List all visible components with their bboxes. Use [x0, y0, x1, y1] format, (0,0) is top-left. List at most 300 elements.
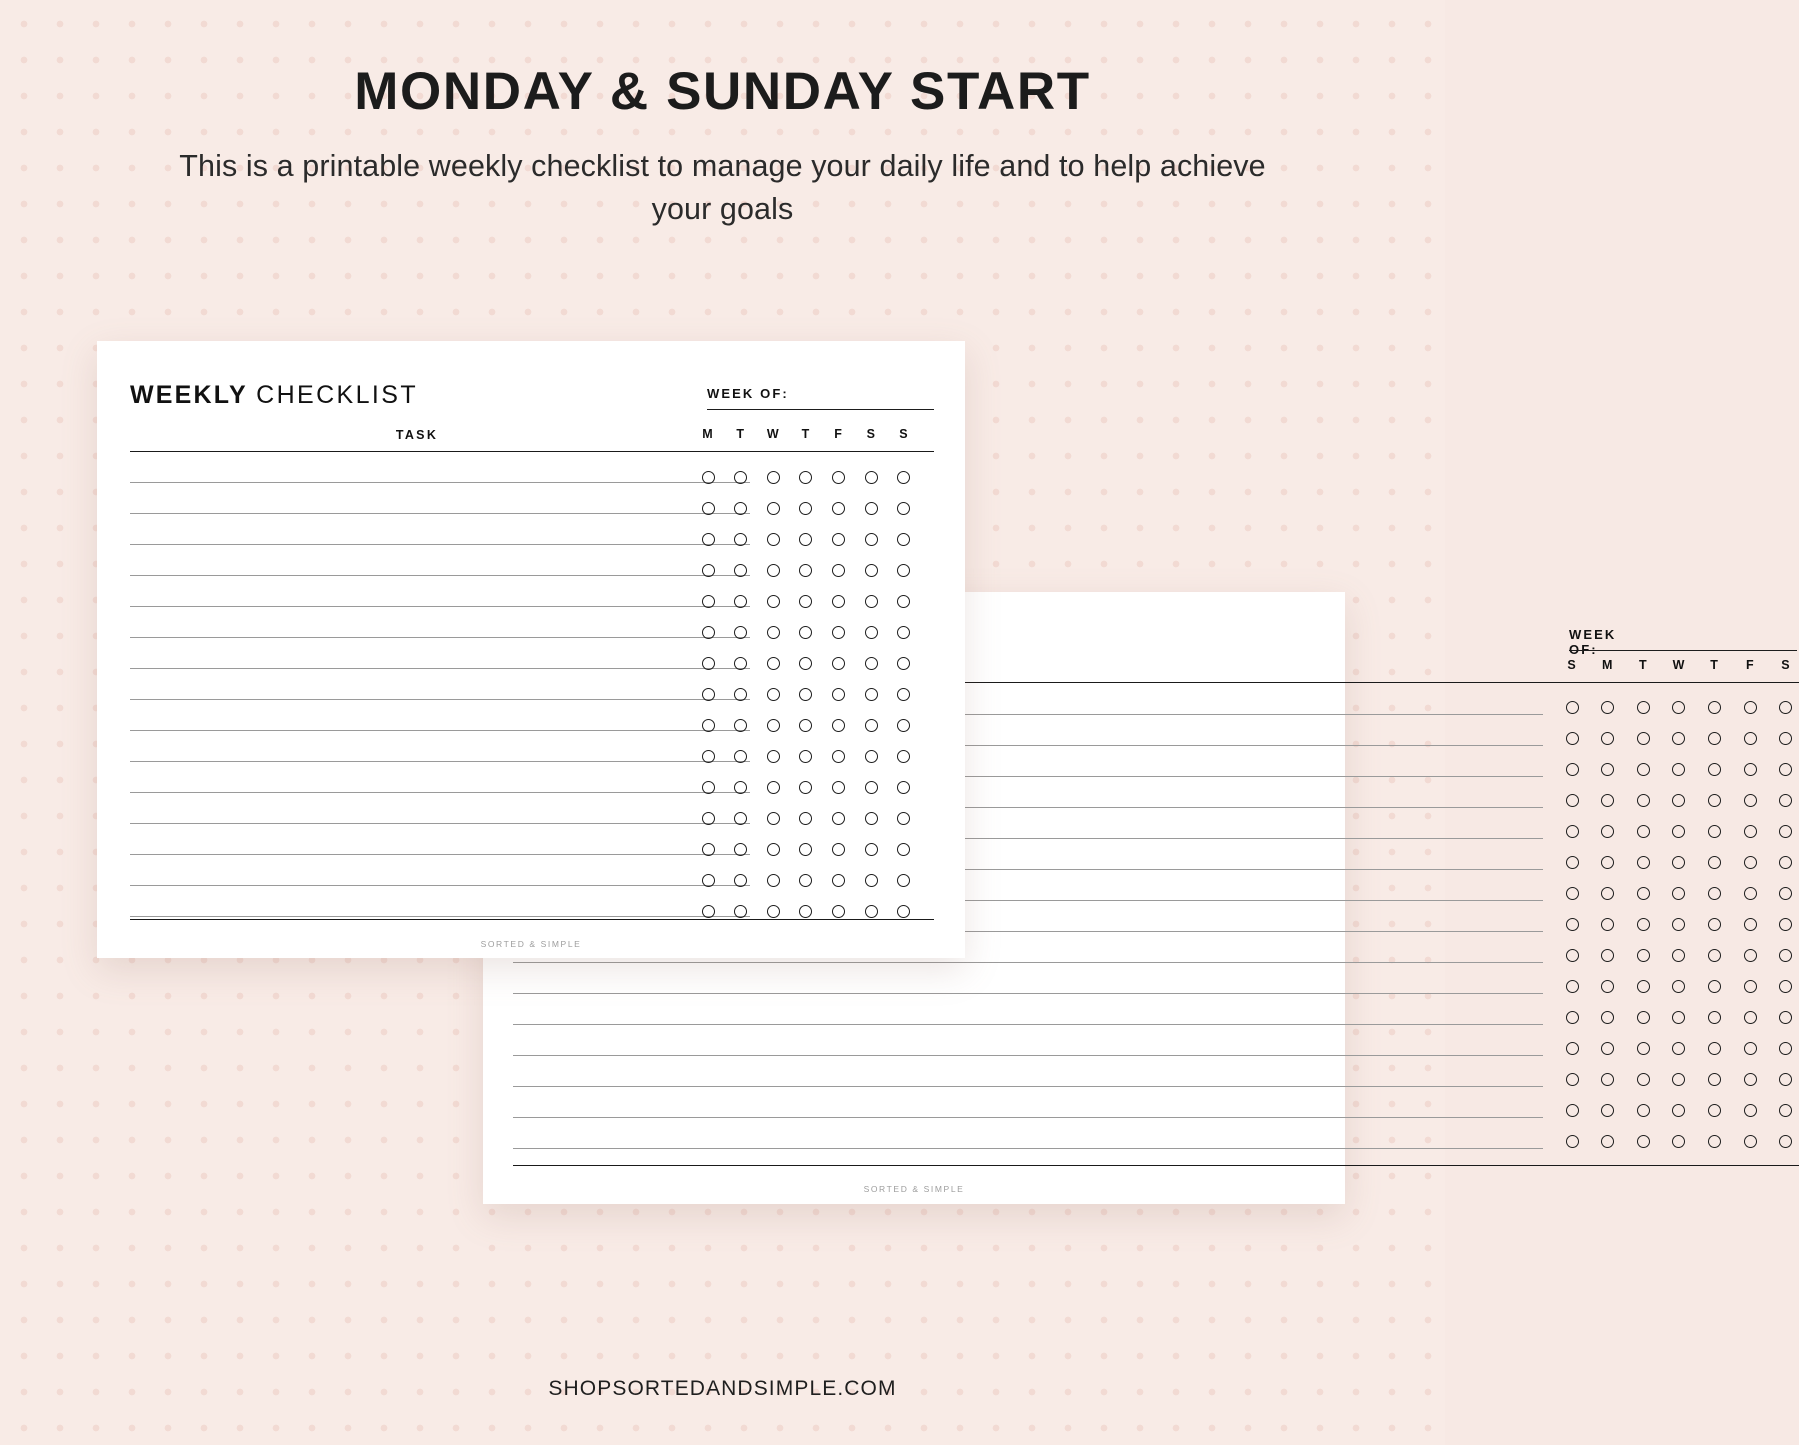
checkbox-cell[interactable] [760, 874, 786, 887]
checkbox-cell[interactable] [760, 595, 786, 608]
task-line[interactable] [130, 730, 750, 731]
checkbox-cell[interactable] [891, 781, 917, 794]
checkbox-circle-icon[interactable] [1566, 887, 1579, 900]
checkbox-cell[interactable] [1737, 825, 1763, 838]
checkbox-cell[interactable] [1702, 825, 1728, 838]
checkbox-circle-icon[interactable] [702, 471, 715, 484]
checkbox-circle-icon[interactable] [767, 657, 780, 670]
checkbox-cell[interactable] [793, 626, 819, 639]
checkbox-cell[interactable] [1666, 794, 1692, 807]
checkbox-cell[interactable] [728, 874, 754, 887]
checkbox-cell[interactable] [695, 595, 721, 608]
checkbox-cell[interactable] [891, 812, 917, 825]
checkbox-cell[interactable] [826, 502, 852, 515]
checkbox-cell[interactable] [1595, 732, 1621, 745]
checkbox-circle-icon[interactable] [1601, 1042, 1614, 1055]
checkbox-circle-icon[interactable] [1744, 701, 1757, 714]
task-line[interactable] [513, 993, 1543, 994]
checkbox-circle-icon[interactable] [1708, 856, 1721, 869]
checkbox-circle-icon[interactable] [734, 719, 747, 732]
checkbox-cell[interactable] [728, 781, 754, 794]
checkbox-cell[interactable] [826, 626, 852, 639]
checkbox-cell[interactable] [1702, 918, 1728, 931]
checkbox-circle-icon[interactable] [1672, 794, 1685, 807]
checkbox-cell[interactable] [858, 502, 884, 515]
checkbox-cell[interactable] [1702, 856, 1728, 869]
checkbox-circle-icon[interactable] [767, 688, 780, 701]
checkbox-cell[interactable] [1773, 794, 1799, 807]
task-line[interactable] [513, 1117, 1543, 1118]
checkbox-cell[interactable] [728, 688, 754, 701]
checkbox-cell[interactable] [858, 688, 884, 701]
checkbox-cell[interactable] [858, 874, 884, 887]
checkbox-circle-icon[interactable] [1744, 887, 1757, 900]
checkbox-circle-icon[interactable] [897, 688, 910, 701]
checkbox-cell[interactable] [1702, 980, 1728, 993]
checkbox-circle-icon[interactable] [1779, 1073, 1792, 1086]
checkbox-circle-icon[interactable] [1601, 794, 1614, 807]
checkbox-circle-icon[interactable] [702, 719, 715, 732]
checkbox-cell[interactable] [1737, 887, 1763, 900]
checkbox-cell[interactable] [1702, 1042, 1728, 1055]
checkbox-circle-icon[interactable] [734, 750, 747, 763]
checkbox-circle-icon[interactable] [1637, 1011, 1650, 1024]
checkbox-circle-icon[interactable] [1744, 794, 1757, 807]
checkbox-cell[interactable] [1595, 1073, 1621, 1086]
checkbox-circle-icon[interactable] [799, 750, 812, 763]
checkbox-circle-icon[interactable] [767, 595, 780, 608]
checkbox-cell[interactable] [858, 471, 884, 484]
checkbox-circle-icon[interactable] [734, 595, 747, 608]
checkbox-circle-icon[interactable] [799, 874, 812, 887]
checkbox-circle-icon[interactable] [734, 874, 747, 887]
checkbox-cell[interactable] [1773, 701, 1799, 714]
checkbox-circle-icon[interactable] [1566, 825, 1579, 838]
checkbox-cell[interactable] [1737, 1073, 1763, 1086]
checkbox-circle-icon[interactable] [1637, 701, 1650, 714]
checkbox-circle-icon[interactable] [865, 657, 878, 670]
checkbox-cell[interactable] [1630, 918, 1656, 931]
checkbox-circle-icon[interactable] [1779, 918, 1792, 931]
checkbox-circle-icon[interactable] [799, 781, 812, 794]
checkbox-cell[interactable] [760, 471, 786, 484]
checkbox-circle-icon[interactable] [832, 874, 845, 887]
checkbox-circle-icon[interactable] [865, 533, 878, 546]
checkbox-cell[interactable] [891, 595, 917, 608]
checkbox-cell[interactable] [858, 564, 884, 577]
checkbox-cell[interactable] [891, 750, 917, 763]
checkbox-circle-icon[interactable] [1708, 887, 1721, 900]
checkbox-circle-icon[interactable] [1637, 887, 1650, 900]
checkbox-circle-icon[interactable] [1672, 825, 1685, 838]
checkbox-circle-icon[interactable] [1637, 1073, 1650, 1086]
checkbox-cell[interactable] [1737, 701, 1763, 714]
checkbox-cell[interactable] [1630, 825, 1656, 838]
task-line[interactable] [130, 575, 750, 576]
checkbox-circle-icon[interactable] [1601, 732, 1614, 745]
checkbox-circle-icon[interactable] [799, 843, 812, 856]
checkbox-cell[interactable] [1630, 980, 1656, 993]
checkbox-circle-icon[interactable] [1637, 1042, 1650, 1055]
checkbox-circle-icon[interactable] [1708, 1104, 1721, 1117]
checkbox-cell[interactable] [728, 657, 754, 670]
checkbox-circle-icon[interactable] [1601, 856, 1614, 869]
checkbox-circle-icon[interactable] [865, 750, 878, 763]
checkbox-cell[interactable] [891, 626, 917, 639]
checkbox-circle-icon[interactable] [767, 812, 780, 825]
checkbox-circle-icon[interactable] [1566, 980, 1579, 993]
task-line[interactable] [513, 1148, 1543, 1149]
checkbox-circle-icon[interactable] [832, 533, 845, 546]
checkbox-cell[interactable] [1595, 1011, 1621, 1024]
checkbox-circle-icon[interactable] [1637, 856, 1650, 869]
checkbox-cell[interactable] [1702, 1073, 1728, 1086]
checkbox-cell[interactable] [695, 688, 721, 701]
checkbox-cell[interactable] [1773, 1042, 1799, 1055]
checkbox-cell[interactable] [695, 750, 721, 763]
checkbox-circle-icon[interactable] [1637, 918, 1650, 931]
checkbox-circle-icon[interactable] [702, 626, 715, 639]
checkbox-circle-icon[interactable] [865, 843, 878, 856]
checkbox-circle-icon[interactable] [799, 905, 812, 918]
checkbox-circle-icon[interactable] [897, 781, 910, 794]
checkbox-cell[interactable] [1666, 1104, 1692, 1117]
checkbox-cell[interactable] [760, 533, 786, 546]
checkbox-cell[interactable] [793, 843, 819, 856]
checkbox-cell[interactable] [1737, 1011, 1763, 1024]
checkbox-cell[interactable] [728, 750, 754, 763]
checkbox-circle-icon[interactable] [1566, 949, 1579, 962]
checkbox-circle-icon[interactable] [1779, 887, 1792, 900]
checkbox-circle-icon[interactable] [865, 719, 878, 732]
checkbox-circle-icon[interactable] [1779, 825, 1792, 838]
checkbox-cell[interactable] [1737, 856, 1763, 869]
checkbox-circle-icon[interactable] [734, 564, 747, 577]
checkbox-circle-icon[interactable] [865, 688, 878, 701]
task-line[interactable] [130, 916, 750, 917]
checkbox-cell[interactable] [728, 719, 754, 732]
checkbox-circle-icon[interactable] [832, 626, 845, 639]
checkbox-circle-icon[interactable] [1779, 1011, 1792, 1024]
checkbox-circle-icon[interactable] [1744, 1042, 1757, 1055]
checkbox-circle-icon[interactable] [702, 874, 715, 887]
checkbox-circle-icon[interactable] [1566, 763, 1579, 776]
checkbox-cell[interactable] [1666, 1011, 1692, 1024]
checkbox-circle-icon[interactable] [799, 719, 812, 732]
checkbox-circle-icon[interactable] [832, 502, 845, 515]
checkbox-circle-icon[interactable] [1744, 1073, 1757, 1086]
checkbox-cell[interactable] [891, 719, 917, 732]
checkbox-circle-icon[interactable] [1708, 701, 1721, 714]
checkbox-cell[interactable] [1702, 1011, 1728, 1024]
checkbox-cell[interactable] [793, 502, 819, 515]
checkbox-cell[interactable] [826, 471, 852, 484]
checkbox-cell[interactable] [1773, 1011, 1799, 1024]
checkbox-cell[interactable] [1666, 887, 1692, 900]
checkbox-circle-icon[interactable] [1566, 1135, 1579, 1148]
checkbox-circle-icon[interactable] [734, 657, 747, 670]
checkbox-circle-icon[interactable] [767, 843, 780, 856]
checkbox-circle-icon[interactable] [1708, 980, 1721, 993]
checkbox-cell[interactable] [1595, 856, 1621, 869]
checkbox-cell[interactable] [695, 502, 721, 515]
checkbox-cell[interactable] [793, 657, 819, 670]
checkbox-cell[interactable] [1702, 732, 1728, 745]
checkbox-cell[interactable] [1630, 1011, 1656, 1024]
checkbox-circle-icon[interactable] [799, 812, 812, 825]
checkbox-cell[interactable] [1773, 856, 1799, 869]
checkbox-cell[interactable] [1702, 1135, 1728, 1148]
checkbox-cell[interactable] [760, 502, 786, 515]
checkbox-cell[interactable] [1559, 918, 1585, 931]
checkbox-circle-icon[interactable] [1744, 1104, 1757, 1117]
checkbox-circle-icon[interactable] [1601, 701, 1614, 714]
checkbox-cell[interactable] [1630, 1135, 1656, 1148]
task-line[interactable] [130, 885, 750, 886]
checkbox-cell[interactable] [793, 719, 819, 732]
checkbox-cell[interactable] [1559, 701, 1585, 714]
checkbox-circle-icon[interactable] [897, 533, 910, 546]
checkbox-cell[interactable] [858, 626, 884, 639]
checkbox-circle-icon[interactable] [1601, 825, 1614, 838]
task-line[interactable] [130, 699, 750, 700]
task-line[interactable] [513, 962, 1543, 963]
checkbox-circle-icon[interactable] [767, 626, 780, 639]
checkbox-circle-icon[interactable] [1637, 1104, 1650, 1117]
checkbox-cell[interactable] [1595, 701, 1621, 714]
checkbox-cell[interactable] [1559, 794, 1585, 807]
checkbox-cell[interactable] [760, 719, 786, 732]
checkbox-circle-icon[interactable] [897, 502, 910, 515]
checkbox-circle-icon[interactable] [1708, 763, 1721, 776]
checkbox-circle-icon[interactable] [865, 626, 878, 639]
checkbox-cell[interactable] [728, 471, 754, 484]
checkbox-cell[interactable] [1666, 949, 1692, 962]
checkbox-cell[interactable] [1630, 701, 1656, 714]
checkbox-circle-icon[interactable] [1637, 794, 1650, 807]
checkbox-circle-icon[interactable] [1566, 701, 1579, 714]
checkbox-cell[interactable] [1737, 794, 1763, 807]
checkbox-cell[interactable] [1559, 980, 1585, 993]
checkbox-cell[interactable] [858, 533, 884, 546]
checkbox-circle-icon[interactable] [865, 812, 878, 825]
checkbox-cell[interactable] [1773, 732, 1799, 745]
checkbox-cell[interactable] [793, 750, 819, 763]
checkbox-cell[interactable] [760, 812, 786, 825]
checkbox-circle-icon[interactable] [832, 750, 845, 763]
checkbox-cell[interactable] [793, 874, 819, 887]
checkbox-circle-icon[interactable] [1672, 701, 1685, 714]
checkbox-circle-icon[interactable] [1601, 887, 1614, 900]
checkbox-circle-icon[interactable] [1672, 763, 1685, 776]
checkbox-circle-icon[interactable] [1566, 856, 1579, 869]
checkbox-cell[interactable] [695, 812, 721, 825]
checkbox-cell[interactable] [826, 843, 852, 856]
checkbox-circle-icon[interactable] [799, 502, 812, 515]
checkbox-cell[interactable] [1595, 887, 1621, 900]
checkbox-circle-icon[interactable] [832, 843, 845, 856]
checkbox-cell[interactable] [858, 905, 884, 918]
checkbox-cell[interactable] [1595, 1104, 1621, 1117]
task-line[interactable] [130, 761, 750, 762]
checkbox-cell[interactable] [1773, 1135, 1799, 1148]
checkbox-circle-icon[interactable] [865, 471, 878, 484]
checkbox-circle-icon[interactable] [702, 781, 715, 794]
checkbox-circle-icon[interactable] [734, 471, 747, 484]
checkbox-cell[interactable] [1737, 1042, 1763, 1055]
checkbox-circle-icon[interactable] [734, 688, 747, 701]
checkbox-circle-icon[interactable] [1637, 980, 1650, 993]
checkbox-cell[interactable] [1559, 1073, 1585, 1086]
checkbox-cell[interactable] [1702, 949, 1728, 962]
checkbox-cell[interactable] [1595, 918, 1621, 931]
checkbox-circle-icon[interactable] [1672, 980, 1685, 993]
checkbox-circle-icon[interactable] [1708, 732, 1721, 745]
checkbox-circle-icon[interactable] [1637, 763, 1650, 776]
checkbox-cell[interactable] [1630, 887, 1656, 900]
checkbox-circle-icon[interactable] [832, 781, 845, 794]
checkbox-cell[interactable] [1666, 1073, 1692, 1086]
checkbox-circle-icon[interactable] [767, 564, 780, 577]
checkbox-circle-icon[interactable] [702, 812, 715, 825]
checkbox-circle-icon[interactable] [767, 750, 780, 763]
checkbox-circle-icon[interactable] [1779, 794, 1792, 807]
checkbox-cell[interactable] [858, 812, 884, 825]
checkbox-circle-icon[interactable] [1779, 1042, 1792, 1055]
checkbox-circle-icon[interactable] [734, 781, 747, 794]
checkbox-cell[interactable] [728, 564, 754, 577]
checkbox-cell[interactable] [695, 626, 721, 639]
checkbox-cell[interactable] [1737, 1104, 1763, 1117]
checkbox-cell[interactable] [1702, 887, 1728, 900]
checkbox-cell[interactable] [728, 626, 754, 639]
checkbox-circle-icon[interactable] [832, 564, 845, 577]
checkbox-cell[interactable] [826, 688, 852, 701]
checkbox-circle-icon[interactable] [1708, 918, 1721, 931]
checkbox-cell[interactable] [858, 595, 884, 608]
checkbox-circle-icon[interactable] [1744, 856, 1757, 869]
checkbox-cell[interactable] [1737, 949, 1763, 962]
checkbox-circle-icon[interactable] [1708, 1011, 1721, 1024]
checkbox-cell[interactable] [1666, 856, 1692, 869]
checkbox-cell[interactable] [1702, 701, 1728, 714]
checkbox-cell[interactable] [1737, 763, 1763, 776]
checkbox-circle-icon[interactable] [1779, 732, 1792, 745]
task-line[interactable] [130, 544, 750, 545]
checkbox-cell[interactable] [891, 533, 917, 546]
checkbox-cell[interactable] [695, 533, 721, 546]
checkbox-circle-icon[interactable] [832, 719, 845, 732]
checkbox-cell[interactable] [793, 564, 819, 577]
checkbox-cell[interactable] [793, 471, 819, 484]
checkbox-cell[interactable] [1666, 825, 1692, 838]
checkbox-cell[interactable] [891, 688, 917, 701]
checkbox-circle-icon[interactable] [1708, 825, 1721, 838]
checkbox-cell[interactable] [728, 533, 754, 546]
checkbox-circle-icon[interactable] [1566, 732, 1579, 745]
checkbox-cell[interactable] [891, 502, 917, 515]
checkbox-circle-icon[interactable] [1779, 949, 1792, 962]
checkbox-circle-icon[interactable] [1779, 980, 1792, 993]
checkbox-circle-icon[interactable] [897, 719, 910, 732]
checkbox-circle-icon[interactable] [1601, 980, 1614, 993]
checkbox-cell[interactable] [793, 905, 819, 918]
checkbox-cell[interactable] [695, 719, 721, 732]
checkbox-circle-icon[interactable] [1708, 1073, 1721, 1086]
checkbox-cell[interactable] [728, 843, 754, 856]
checkbox-cell[interactable] [728, 812, 754, 825]
checkbox-circle-icon[interactable] [897, 874, 910, 887]
checkbox-cell[interactable] [728, 595, 754, 608]
checkbox-circle-icon[interactable] [1779, 1135, 1792, 1148]
checkbox-circle-icon[interactable] [734, 812, 747, 825]
checkbox-cell[interactable] [1773, 887, 1799, 900]
checkbox-cell[interactable] [1737, 980, 1763, 993]
checkbox-circle-icon[interactable] [865, 564, 878, 577]
checkbox-cell[interactable] [760, 781, 786, 794]
checkbox-circle-icon[interactable] [897, 812, 910, 825]
checkbox-circle-icon[interactable] [799, 688, 812, 701]
checkbox-circle-icon[interactable] [734, 626, 747, 639]
checkbox-cell[interactable] [1559, 1011, 1585, 1024]
checkbox-circle-icon[interactable] [1744, 1135, 1757, 1148]
checkbox-cell[interactable] [793, 595, 819, 608]
checkbox-circle-icon[interactable] [702, 564, 715, 577]
checkbox-circle-icon[interactable] [1672, 1042, 1685, 1055]
checkbox-circle-icon[interactable] [1708, 794, 1721, 807]
checkbox-circle-icon[interactable] [767, 719, 780, 732]
checkbox-circle-icon[interactable] [897, 564, 910, 577]
checkbox-cell[interactable] [1666, 918, 1692, 931]
checkbox-cell[interactable] [1595, 825, 1621, 838]
checkbox-circle-icon[interactable] [767, 533, 780, 546]
checkbox-circle-icon[interactable] [1566, 1073, 1579, 1086]
checkbox-circle-icon[interactable] [1566, 918, 1579, 931]
checkbox-cell[interactable] [1559, 887, 1585, 900]
checkbox-cell[interactable] [1559, 825, 1585, 838]
checkbox-circle-icon[interactable] [897, 843, 910, 856]
checkbox-circle-icon[interactable] [1601, 763, 1614, 776]
checkbox-cell[interactable] [695, 657, 721, 670]
checkbox-circle-icon[interactable] [865, 874, 878, 887]
checkbox-circle-icon[interactable] [1744, 980, 1757, 993]
checkbox-cell[interactable] [891, 843, 917, 856]
checkbox-circle-icon[interactable] [1566, 1011, 1579, 1024]
checkbox-cell[interactable] [826, 719, 852, 732]
task-line[interactable] [130, 637, 750, 638]
checkbox-circle-icon[interactable] [799, 595, 812, 608]
checkbox-circle-icon[interactable] [734, 843, 747, 856]
checkbox-cell[interactable] [760, 843, 786, 856]
checkbox-circle-icon[interactable] [702, 657, 715, 670]
checkbox-cell[interactable] [858, 750, 884, 763]
task-line[interactable] [130, 606, 750, 607]
checkbox-circle-icon[interactable] [702, 595, 715, 608]
checkbox-cell[interactable] [695, 905, 721, 918]
task-line[interactable] [130, 792, 750, 793]
checkbox-circle-icon[interactable] [1672, 949, 1685, 962]
checkbox-cell[interactable] [1773, 1073, 1799, 1086]
checkbox-circle-icon[interactable] [832, 688, 845, 701]
checkbox-cell[interactable] [760, 905, 786, 918]
checkbox-cell[interactable] [1595, 1042, 1621, 1055]
checkbox-cell[interactable] [793, 812, 819, 825]
checkbox-circle-icon[interactable] [1779, 763, 1792, 776]
checkbox-circle-icon[interactable] [1779, 1104, 1792, 1117]
checkbox-circle-icon[interactable] [702, 843, 715, 856]
checkbox-circle-icon[interactable] [1672, 1135, 1685, 1148]
checkbox-cell[interactable] [1773, 1104, 1799, 1117]
